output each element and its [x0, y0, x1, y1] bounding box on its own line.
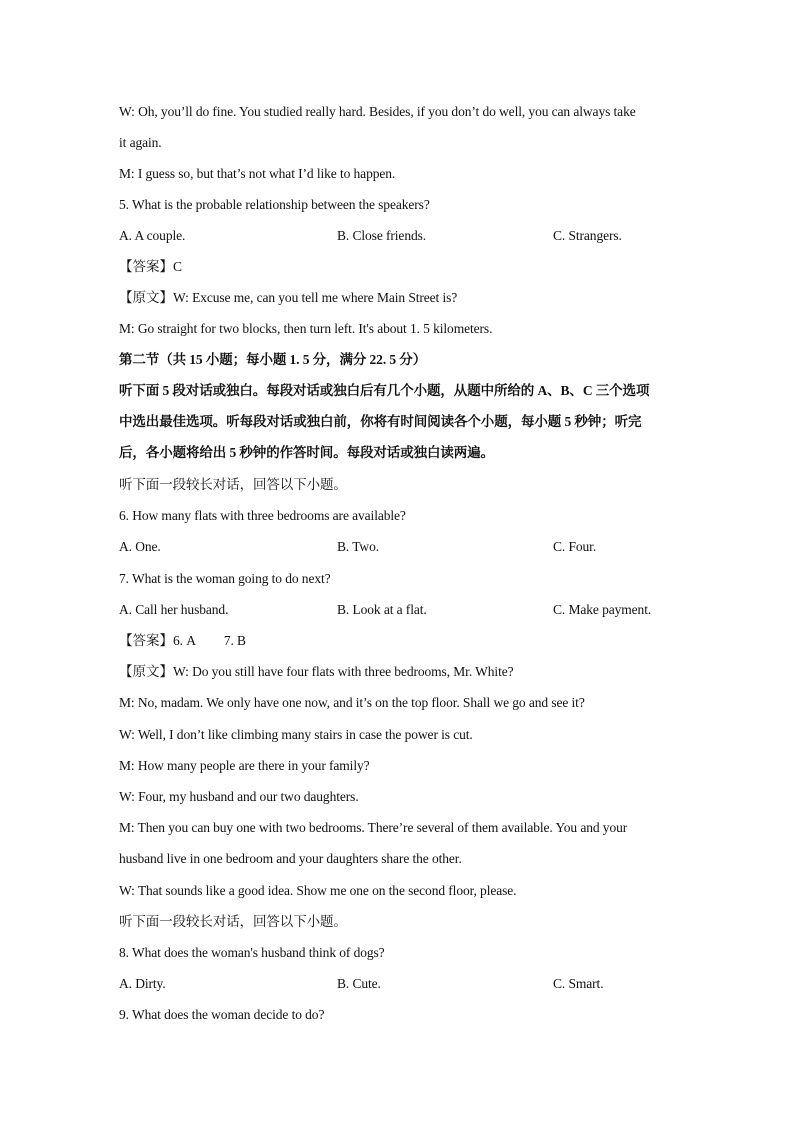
option-b: B. Close friends. [337, 228, 427, 243]
answer-tag: 【答案】 [119, 259, 173, 274]
option-c: C. Four. [553, 539, 597, 554]
original-tag: 【原文】 [119, 664, 173, 679]
question-7: 7. What is the woman going to do next? [119, 571, 331, 586]
option-a: A. Call her husband. [119, 602, 229, 617]
dialogue-line: W: Oh, you’ll do fine. You studied really hard. Besides, if you don’t do well, you can always take [119, 104, 636, 119]
question-9: 9. What does the woman decide to do? [119, 1007, 325, 1022]
dialogue-line: W: Four, my husband and our two daughters. [119, 789, 359, 804]
dialogue-line: W: Well, I don’t like climbing many stairs in case the power is cut. [119, 727, 473, 742]
dialogue-line: M: No, madam. We only have one now, and it’s on the top floor. Shall we go and see it? [119, 695, 585, 710]
original-text: W: Do you still have four flats with three bedrooms, Mr. White? [173, 664, 514, 679]
option-a: A. A couple. [119, 228, 186, 243]
dialogue-line: W: That sounds like a good idea. Show me one on the second floor, please. [119, 883, 517, 898]
dialogue-line: it again. [119, 135, 162, 150]
question-8: 8. What does the woman's husband think of dogs? [119, 945, 385, 960]
option-c: C. Strangers. [553, 228, 622, 243]
dialogue-line: husband live in one bedroom and your daughters share the other. [119, 851, 462, 866]
listen-prompt: 听下面一段较长对话，回答以下小题。 [119, 477, 347, 492]
original-text: W: Excuse me, can you tell me where Main Street is? [173, 290, 458, 305]
answer-value: C [173, 259, 182, 274]
dialogue-line: M: Then you can buy one with two bedrooms. There’re several of them available. You and your [119, 820, 628, 835]
option-b: B. Look at a flat. [337, 602, 427, 617]
answer-5 [119, 258, 182, 276]
original-tag: 【原文】 [119, 290, 173, 305]
answer-tag: 【答案】 [119, 633, 173, 648]
answer-7: 7. B [223, 633, 246, 648]
option-b: B. Two. [337, 539, 379, 554]
dialogue-line: M: Go straight for two blocks, then turn left. It's about 1. 5 kilometers. [119, 321, 493, 336]
option-a: A. One. [119, 539, 161, 554]
dialogue-line: M: I guess so, but that’s not what I’d like to happen. [119, 166, 396, 181]
question-6: 6. How many flats with three bedrooms are available? [119, 508, 406, 523]
answer-6-7 [119, 632, 246, 650]
instruction-line: 后，各小题将给出 5 秒钟的作答时间。每段对话或独白读两遍。 [119, 445, 494, 460]
listen-prompt: 听下面一段较长对话，回答以下小题。 [119, 914, 347, 929]
original-text-6-7 [119, 663, 514, 681]
option-a: A. Dirty. [119, 976, 166, 991]
option-c: C. Smart. [553, 976, 604, 991]
section-2-heading: 第二节（共 15 小题；每小题 1. 5 分，满分 22. 5 分） [119, 352, 427, 367]
option-c: C. Make payment. [553, 602, 652, 617]
original-text-5 [119, 289, 457, 307]
answer-6: 6. A [173, 633, 196, 648]
instruction-line: 中选出最佳选项。听每段对话或独白前，你将有时间阅读各个小题，每小题 5 秒钟；听完 [119, 414, 642, 429]
instruction-line: 听下面 5 段对话或独白。每段对话或独白后有几个小题，从题中所给的 A、B、C 三个选项 [119, 383, 650, 398]
question-5: 5. What is the probable relationship between the speakers? [119, 197, 430, 212]
option-b: B. Cute. [337, 976, 381, 991]
dialogue-line: M: How many people are there in your family? [119, 758, 370, 773]
